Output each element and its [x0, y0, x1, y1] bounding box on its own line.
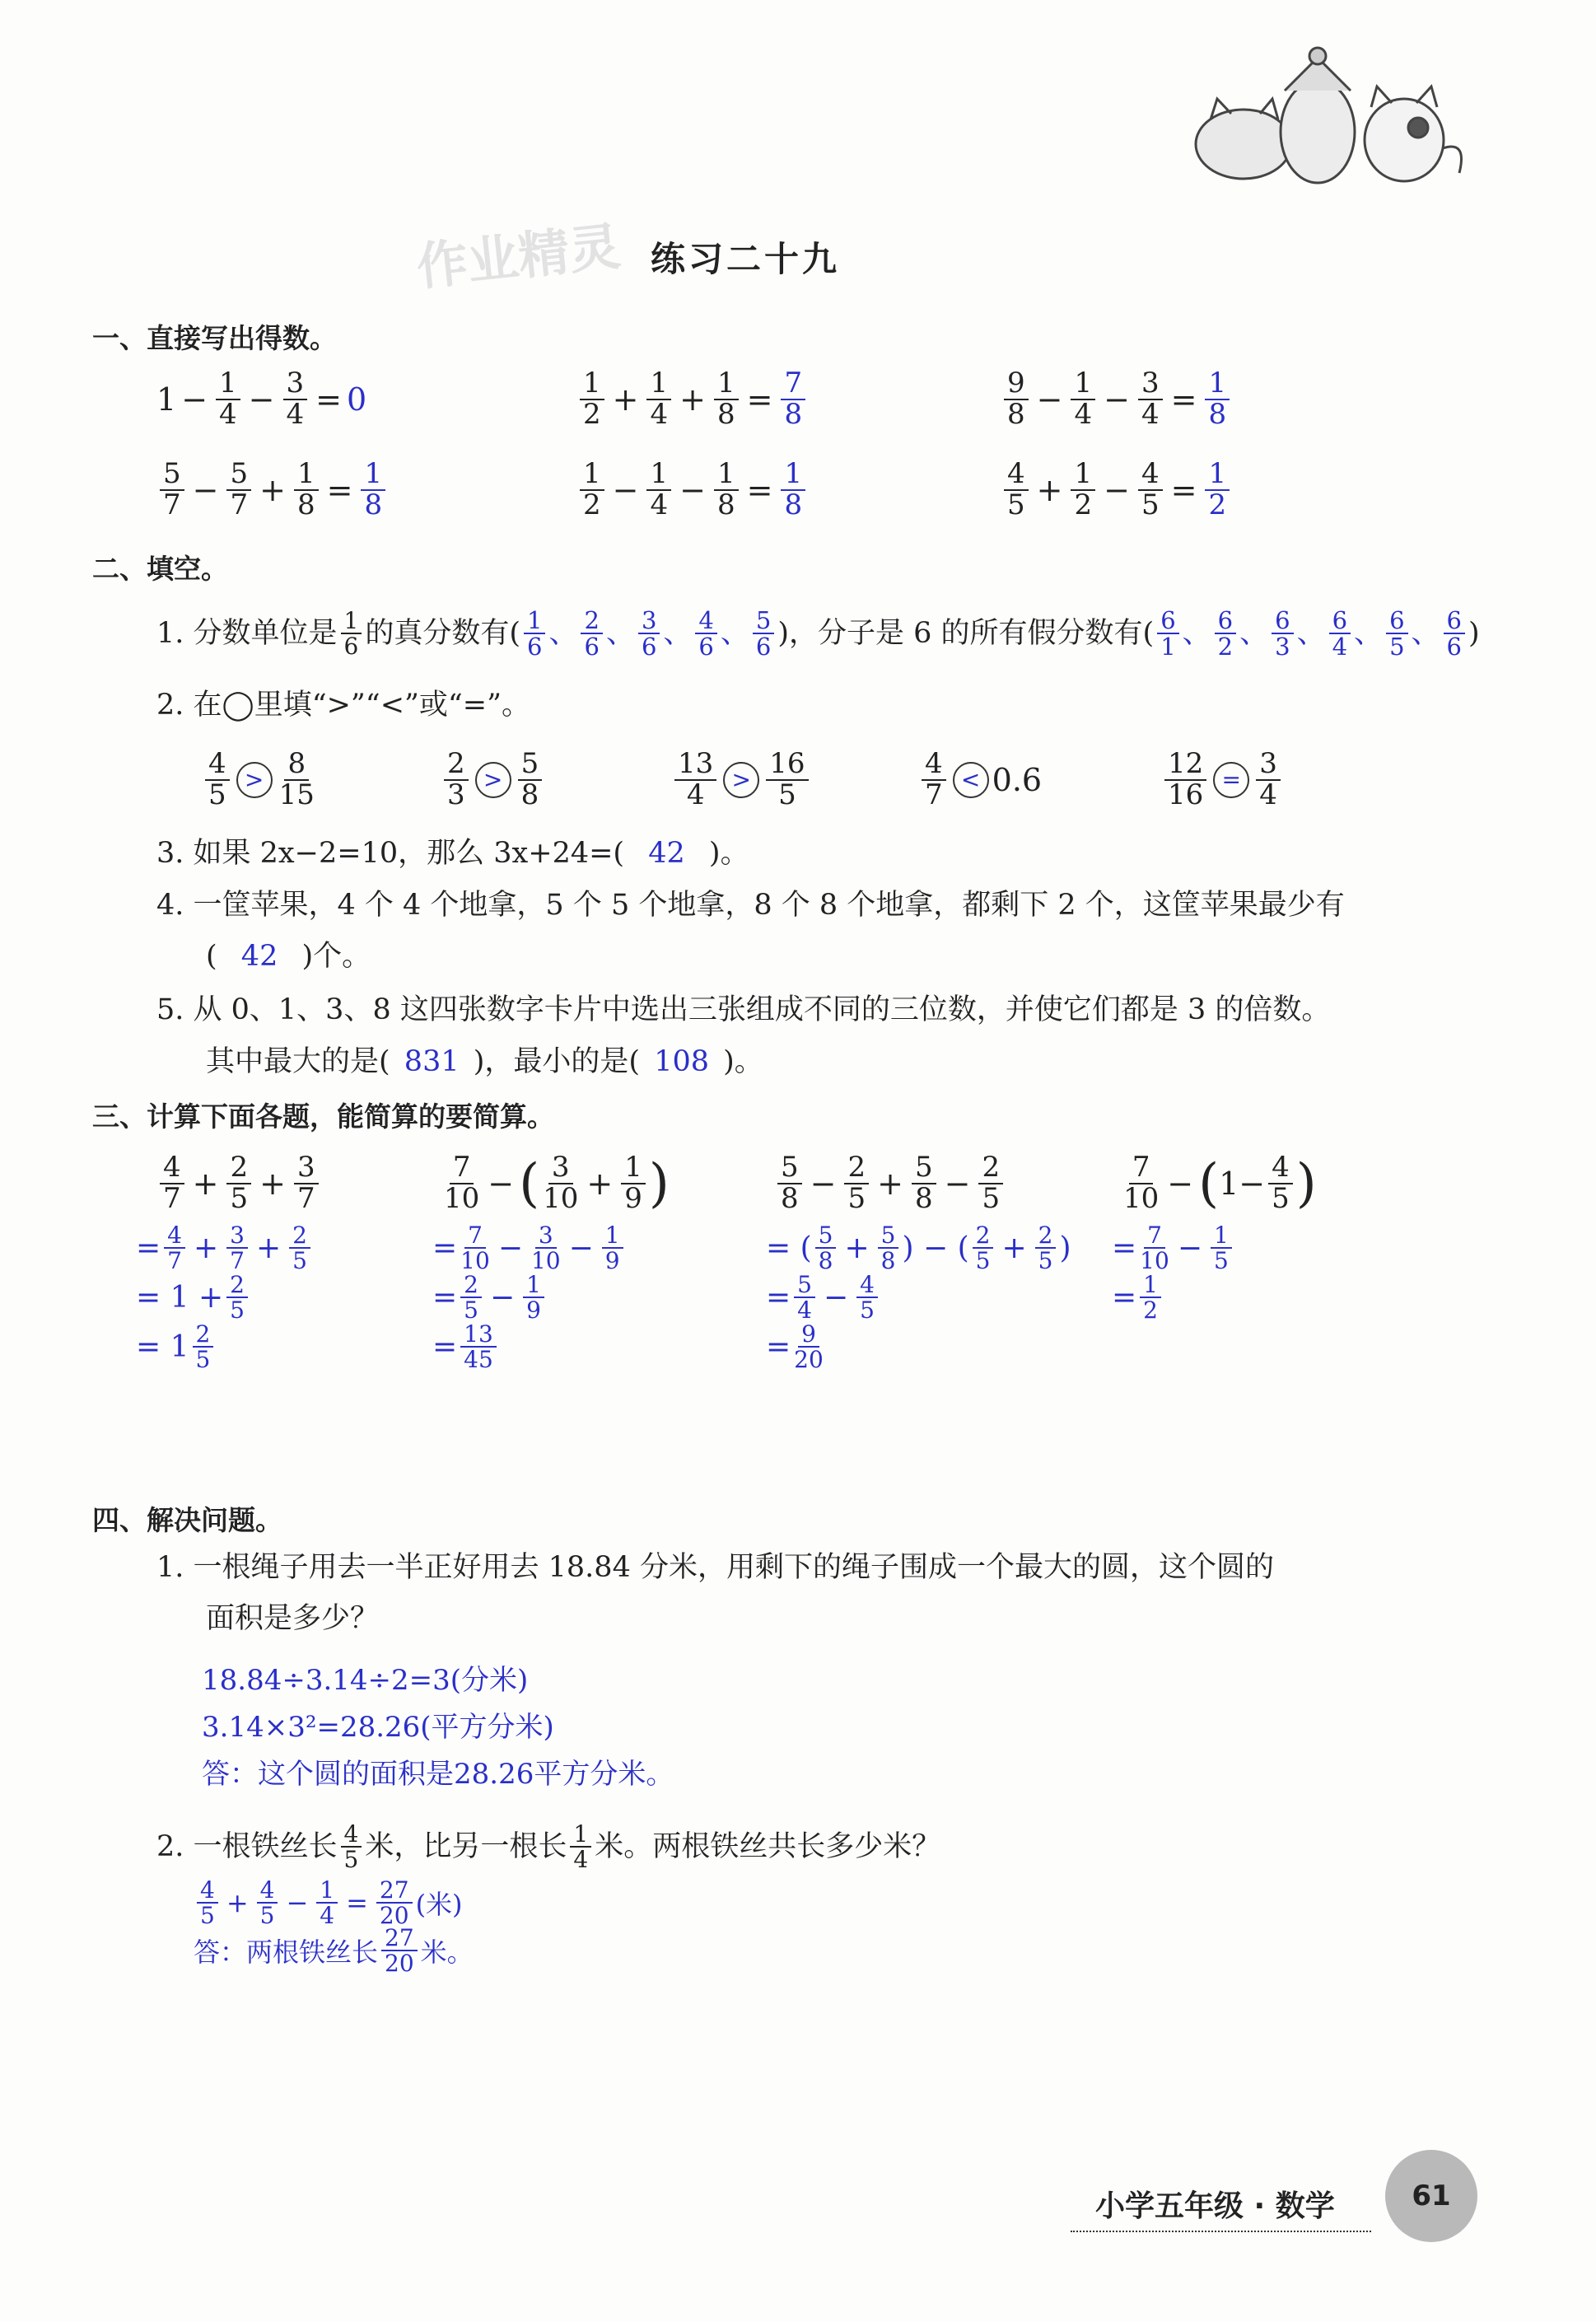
watermark: 作业精灵	[413, 216, 623, 297]
compare-3: 13 4 > 16 5	[671, 750, 812, 810]
fill-q4-line2: ( 42 )个。	[206, 940, 371, 973]
q1-item-5: 1 2 − $\frac{1}{4}$ − $\frac{1}{8}$ = $\frac{1}{8}$	[576, 460, 809, 520]
q1-answer-2: $\frac{7}{8}$	[781, 369, 805, 429]
problem-2-answer-1: 4 5 + $\frac{4}{5}$ − $\frac{1}{4}$ = $\frac{27}{20}$ (米)	[194, 1878, 463, 1928]
q1-answer-6: $\frac{1}{2}$	[1205, 460, 1230, 520]
page-number-badge: 61	[1385, 2150, 1477, 2242]
compare-circle-2[interactable]: >	[475, 762, 511, 798]
calc-3-step-2: = $\frac{5}{4}$ − $\frac{4}{5}$	[766, 1273, 881, 1323]
calc-3-problem: 5 8 − $\frac{2}{5}$ + $\frac{5}{8}$ − $\frac{2}{5}$	[774, 1153, 1006, 1213]
calc-1-step-3: = 1 2 5	[136, 1322, 217, 1372]
calc-1-problem: 4 7 + $\frac{2}{5}$ + $\frac{3}{7}$	[156, 1153, 322, 1213]
fill-q5-line2: 其中最大的是( 831 )，最小的是( 108 )。	[206, 1045, 763, 1078]
section-4-heading: 四、解决问题。	[92, 1504, 282, 1536]
q1-item-6: 4 5 + $\frac{1}{2}$ − $\frac{4}{5}$ = $\frac{1}{2}$	[1001, 460, 1233, 520]
calc-4-step-1: = $\frac{7}{10}$ − $\frac{1}{5}$	[1112, 1223, 1235, 1273]
compare-2: 2 3 > 5 8	[441, 750, 545, 810]
compare-circle-3[interactable]: >	[723, 762, 759, 798]
q1-improper-fractions: 6 1 、 6 2 、 6 3 、 6 4 、 6 5 、 6 6	[1154, 608, 1468, 660]
problem-1-answer-1: 18.84÷3.14÷2=3(分米)	[202, 1664, 529, 1697]
q1-answer-4: $\frac{1}{8}$	[361, 460, 385, 520]
section-2-heading: 二、填空。	[92, 553, 228, 585]
q1-proper-fractions: 1 6 、 2 6 、 3 6 、 4 6 、 5 6	[520, 608, 777, 660]
compare-5: $\frac{12}{16}$ = $\frac{3}{4}$	[1161, 750, 1284, 810]
fill-q1: 1. 分数单位是 1 6 的真分数有( 1 6 、 2 6 、 3 6 、 4 6 、 5 6 )，分子是 6 的所有假分数有( 6 1 、 6 2 、 6 3 、 6 4 、 6 5 、 6 6 )	[156, 606, 1480, 661]
page-title: 练习二十九	[651, 239, 841, 279]
calc-1-step-1: = $\frac{4}{7}$ + $\frac{3}{7}$ + $\frac{2}{5}$	[136, 1223, 314, 1273]
q1-item-2: 1 2 + $\frac{1}{4}$ + $\frac{1}{8}$ = $\frac{7}{8}$	[576, 369, 809, 429]
calc-2-problem: 7 10 − ( 3 10 + $\frac{1}{9}$ )	[444, 1151, 670, 1215]
q5-max-answer: 831	[404, 1045, 460, 1078]
calc-1-step-2: = 1 + $\frac{2}{5}$	[136, 1273, 251, 1323]
cats-illustration	[1186, 41, 1482, 189]
footer-underline	[1071, 2231, 1371, 2232]
calc-2-step-2: = $\frac{2}{5}$ − $\frac{1}{9}$	[432, 1273, 548, 1323]
section-1-heading: 一、直接写出得数。	[92, 322, 337, 354]
compare-circle-1[interactable]: >	[236, 762, 273, 798]
fill-q2-prompt: 2. 在◯里填“>”“<”或“=”。	[156, 689, 531, 722]
fill-q5-line1: 5. 从 0、1、3、8 这四张数字卡片中选出三张组成不同的三位数，并使它们都是 3 的倍数。	[156, 993, 1331, 1026]
q1-answer-1: 0	[347, 381, 367, 418]
problem-1-answer-3: 答：这个圆的面积是28.26平方分米。	[202, 1758, 674, 1791]
section-3-heading: 三、计算下面各题，能简算的要简算。	[92, 1100, 554, 1133]
q1-answer-3: $\frac{1}{8}$	[1205, 369, 1230, 429]
calc-4-step-2: = $\frac{1}{2}$	[1112, 1273, 1164, 1323]
q5-min-answer: 108	[654, 1045, 710, 1078]
problem-1-line2: 面积是多少？	[206, 1602, 380, 1635]
q1-item-1: 1 − $\frac{1}{4}$ − $\frac{3}{4}$ = 0	[156, 367, 367, 431]
compare-circle-4[interactable]: <	[953, 762, 989, 798]
calc-3-step-3: = $\frac{9}{20}$	[766, 1320, 824, 1374]
calc-2-step-1: = $\frac{7}{10}$ − $\frac{3}{10}$ − $\frac{1}{9}$	[432, 1223, 627, 1273]
calc-3-step-1: = ( 5 8 + $\frac{5}{8}$ ) − ( 2 5 + $\frac{2}{5}$ )	[766, 1222, 1071, 1275]
compare-4: 4 7 < 0.6	[918, 750, 1042, 810]
fill-q4-line1: 4. 一筐苹果，4 个 4 个地拿，5 个 5 个地拿，8 个 8 个地拿，都剩下 2 个，这筐苹果最少有	[156, 889, 1345, 922]
q1-answer-5: $\frac{1}{8}$	[781, 460, 805, 520]
problem-2-line: 2. 一根铁丝长 4 5 米，比另一根长 1 4 米。两根铁丝共长多少米？	[156, 1820, 941, 1874]
q1-item-3: 9 8 − $\frac{1}{4}$ − $\frac{3}{4}$ = $\frac{1}{8}$	[1001, 369, 1233, 429]
q4-answer: 42	[240, 940, 278, 973]
q3-answer: 42	[648, 837, 685, 870]
compare-circle-5[interactable]: =	[1213, 762, 1249, 798]
problem-1-line1: 1. 一根绳子用去一半正好用去 18.84 分米，用剩下的绳子围成一个最大的圆，这个圆的	[156, 1551, 1274, 1584]
problem-1-answer-2: 3.14×3²=28.26(平方分米)	[202, 1711, 554, 1744]
calc-2-step-3: = $\frac{13}{45}$	[432, 1322, 500, 1372]
footer-book-label: 小学五年级 · 数学	[1095, 2189, 1335, 2223]
compare-1: 4 5 > 8 15	[202, 750, 318, 810]
fill-q3: 3. 如果 2x−2=10，那么 3x+24=( 42 )。	[156, 837, 749, 870]
q1-item-4: 5 7 − $\frac{5}{7}$ + $\frac{1}{8}$ = $\frac{1}{8}$	[156, 460, 389, 520]
calc-4-problem: 7 10 − ( 1− $\frac{4}{5}$ )	[1123, 1151, 1317, 1215]
problem-2-answer-2: 答：两根铁丝长 27 20 米。	[194, 1924, 474, 1978]
